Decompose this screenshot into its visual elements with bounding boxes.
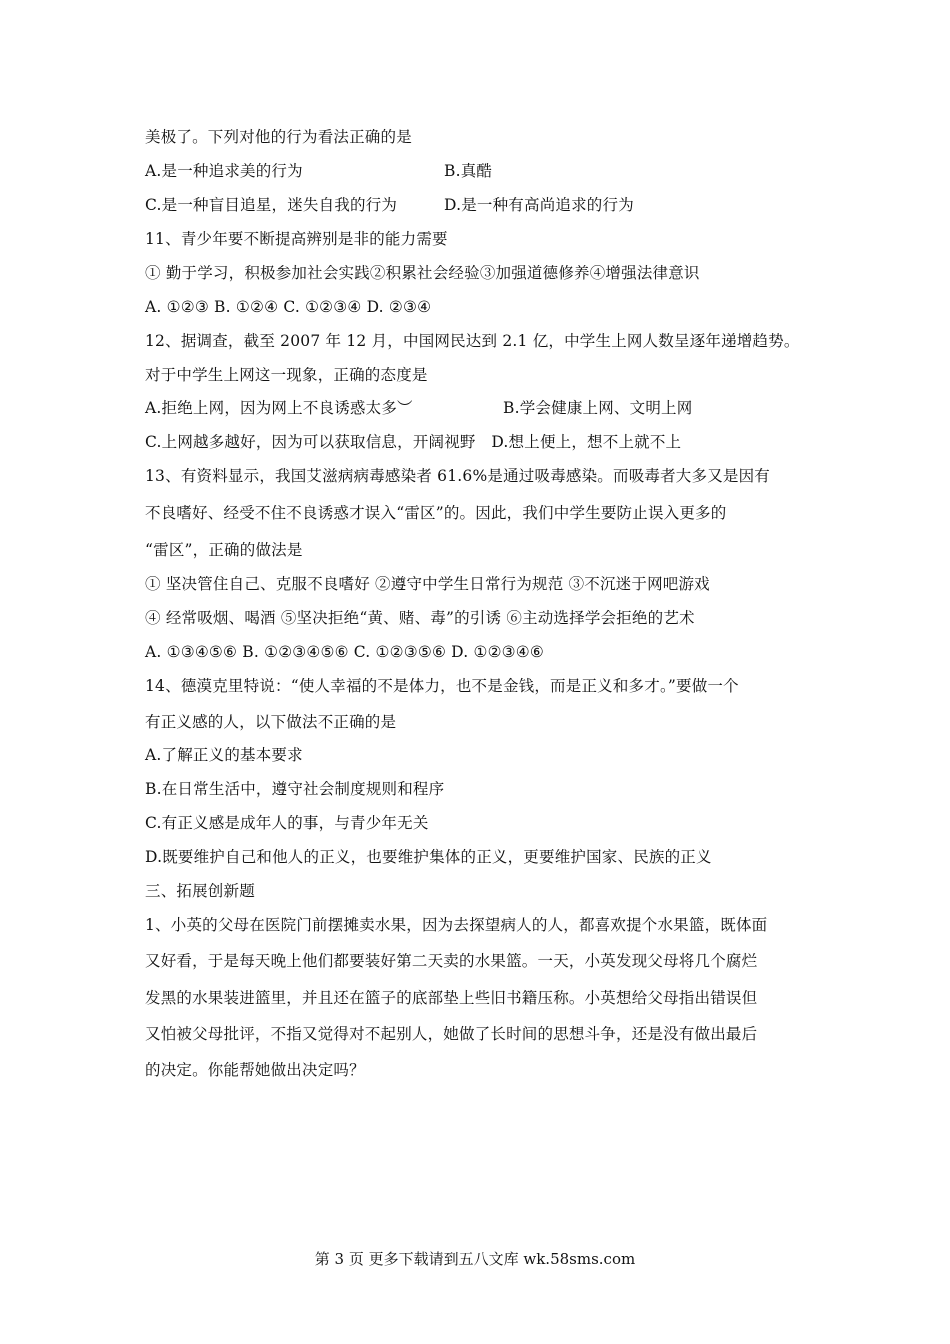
section3-paragraph-line1: 1、小英的父母在医院门前摆摊卖水果，因为去探望病人的人，都喜欢提个水果篮，既体面 <box>145 916 768 934</box>
q14-option-d: D.既要维护自己和他人的正义，也要维护集体的正义，更要维护国家、民族的正义 <box>145 848 712 866</box>
q11-items: ① 勤于学习，积极参加社会实践②积累社会经验③加强道德修养④增强法律意识 <box>145 264 700 282</box>
q12-option-b: B.学会健康上网、文明上网 <box>503 399 693 417</box>
q12-stem-line1: 12、据调查，截至 2007 年 12 月，中国网民达到 2.1 亿，中学生上网人数呈逐年递增趋势。 <box>145 332 800 350</box>
q10-option-b: B.真酷 <box>444 162 493 180</box>
q13-items-line1: ① 坚决管住自己、克服不良嗜好 ②遵守中学生日常行为规范 ③不沉迷于网吧游戏 <box>145 575 710 593</box>
q12-options-cd: C.上网越多越好，因为可以获取信息，开阔视野 D.想上便上，想不上就不上 <box>145 433 682 451</box>
q10-stem-tail: 美极了。下列对他的行为看法正确的是 <box>145 128 412 146</box>
q10-option-c: C.是一种盲目追星，迷失自我的行为 <box>145 196 398 214</box>
q11-stem: 11、青少年要不断提高辨别是非的能力需要 <box>145 230 448 248</box>
q13-options: A. ①③④⑤⑥ B. ①②③④⑤⑥ C. ①②③⑤⑥ D. ①②③④⑥ <box>145 643 544 661</box>
section3-paragraph-line3: 发黑的水果装进篮里，并且还在篮子的底部垫上些旧书籍压称。小英想给父母指出错误但 <box>145 989 758 1007</box>
q14-stem-line2: 有正义感的人，以下做法不正确的是 <box>145 713 397 731</box>
q12-stem-line2: 对于中学生上网这一现象，正确的态度是 <box>145 366 428 384</box>
q13-items-line2: ④ 经常吸烟、喝酒 ⑤坚决拒绝“黄、赌、毒”的引诱 ⑥主动选择学会拒绝的艺术 <box>145 609 695 627</box>
q11-options: A. ①②③ B. ①②④ C. ①②③④ D. ②③④ <box>145 298 432 316</box>
q10-option-d: D.是一种有高尚追求的行为 <box>444 196 634 214</box>
q13-stem-line2: 不良嗜好、经受不住不良诱惑才误入“雷区”的。因此，我们中学生要防止误入更多的 <box>145 504 727 522</box>
q13-stem-line1: 13、有资料显示，我国艾滋病病毒感染者 61.6%是通过吸毒感染。而吸毒者大多又是因有 <box>145 467 770 485</box>
section3-heading: 三、拓展创新题 <box>145 882 255 900</box>
q13-stem-line3: “雷区”，正确的做法是 <box>145 541 303 559</box>
q14-option-a: A.了解正义的基本要求 <box>145 746 303 764</box>
page-footer: 第 3 页 更多下载请到五八文库 wk.58sms.com <box>314 1250 636 1268</box>
section3-paragraph-line5: 的决定。你能帮她做出决定吗？ <box>145 1061 365 1079</box>
q14-stem-line1: 14、德漠克里特说：“使人幸福的不是体力，也不是金钱，而是正义和多才。”要做一个 <box>145 677 739 695</box>
q10-option-a: A.是一种追求美的行为 <box>145 162 303 180</box>
section3-paragraph-line4: 又怕被父母批评，不指又觉得对不起别人，她做了长时间的思想斗争，还是没有做出最后 <box>145 1025 758 1043</box>
section3-paragraph-line2: 又好看，于是每天晚上他们都要装好第二天卖的水果篮。一天，小英发现父母将几个腐烂 <box>145 952 758 970</box>
q12-option-a: A.拒绝上网，因为网上不良诱惑太多︶ <box>145 399 413 417</box>
q14-option-c: C.有正义感是成年人的事，与青少年无关 <box>145 814 429 832</box>
q14-option-b: B.在日常生活中，遵守社会制度规则和程序 <box>145 780 445 798</box>
